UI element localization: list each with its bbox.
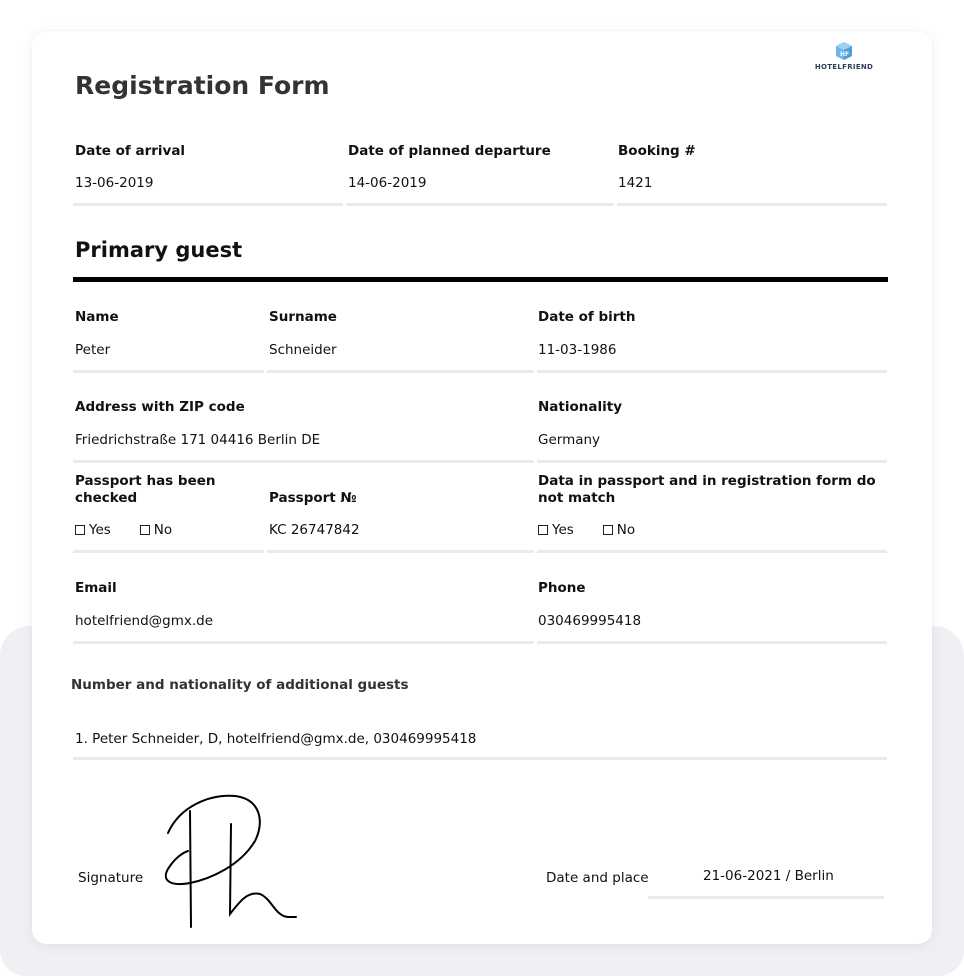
additional-guests-title: Number and nationality of additional guests	[71, 677, 409, 693]
additional-guest-item: 1. Peter Schneider, D, hotelfriend@gmx.de, 030469995418	[75, 731, 477, 747]
divider	[73, 370, 264, 373]
phone-label: Phone	[538, 580, 586, 596]
divider	[648, 896, 884, 899]
divider	[267, 370, 534, 373]
booking-label: Booking #	[618, 143, 696, 159]
brand-logo	[808, 41, 880, 71]
arrival-value: 13-06-2019	[75, 175, 154, 191]
email-label: Email	[75, 580, 117, 596]
checkbox-icon	[603, 525, 613, 535]
divider	[267, 550, 534, 553]
dob-label: Date of birth	[538, 309, 636, 325]
surname-field	[269, 309, 337, 359]
nationality-field	[538, 399, 622, 449]
divider	[73, 757, 887, 760]
date-place-value: 21-06-2021 / Berlin	[703, 868, 834, 884]
booking-field	[618, 143, 696, 192]
passport-checked-field	[75, 473, 225, 538]
nationality-label: Nationality	[538, 399, 622, 415]
divider	[537, 370, 887, 373]
divider	[73, 550, 264, 553]
booking-value: 1421	[618, 175, 653, 191]
passport-checked-yes-checkbox[interactable]: Yes	[75, 522, 111, 538]
passport-checked-no-checkbox[interactable]: No	[140, 522, 172, 538]
passport-no-value: KC 26747842	[269, 522, 360, 538]
surname-label: Surname	[269, 309, 337, 325]
divider	[537, 460, 887, 463]
registration-form-card	[32, 31, 932, 944]
mismatch-yes-checkbox[interactable]: Yes	[538, 522, 574, 538]
departure-field	[348, 143, 551, 192]
address-field	[75, 399, 320, 449]
divider	[537, 550, 887, 553]
divider	[346, 203, 614, 206]
checkbox-icon	[538, 525, 548, 535]
svg-text:HF: HF	[840, 51, 850, 58]
address-value: Friedrichstraße 171 04416 Berlin DE	[75, 432, 321, 448]
section-title-primary-guest: Primary guest	[75, 238, 243, 262]
passport-mismatch-field	[538, 473, 883, 538]
brand-name: HOTELFRIEND	[814, 63, 874, 71]
dob-value: 11-03-1986	[538, 342, 617, 358]
page-title: Registration Form	[75, 71, 330, 100]
divider	[73, 460, 534, 463]
passport-mismatch-label: Data in passport and in registration form do not match	[538, 473, 876, 506]
mismatch-no-checkbox[interactable]: No	[603, 522, 635, 538]
divider	[73, 641, 534, 644]
name-value: Peter	[75, 342, 111, 358]
dob-field	[538, 309, 636, 359]
divider	[617, 203, 887, 206]
nationality-value: Germany	[538, 432, 601, 448]
divider	[73, 203, 343, 206]
checkbox-icon	[75, 525, 85, 535]
departure-value: 14-06-2019	[348, 175, 427, 191]
cube-logo-icon	[835, 41, 853, 61]
phone-field	[538, 580, 641, 630]
divider	[537, 641, 887, 644]
name-label: Name	[75, 309, 119, 325]
arrival-field	[75, 143, 185, 192]
signature-drawing	[160, 791, 300, 931]
arrival-label: Date of arrival	[75, 143, 186, 159]
address-label: Address with ZIP code	[75, 399, 245, 415]
phone-value: 030469995418	[538, 613, 642, 629]
section-rule	[73, 277, 888, 282]
signature-label: Signature	[78, 870, 144, 886]
passport-checked-label: Passport has been checked	[75, 473, 216, 506]
departure-label: Date of planned departure	[348, 143, 551, 159]
checkbox-icon	[140, 525, 150, 535]
name-field	[75, 309, 119, 359]
date-place-label: Date and place	[546, 870, 649, 886]
passport-no-field	[269, 490, 360, 539]
email-field	[75, 580, 213, 630]
email-value: hotelfriend@gmx.de	[75, 613, 214, 629]
passport-no-label: Passport №	[269, 490, 357, 506]
surname-value: Schneider	[269, 342, 337, 358]
